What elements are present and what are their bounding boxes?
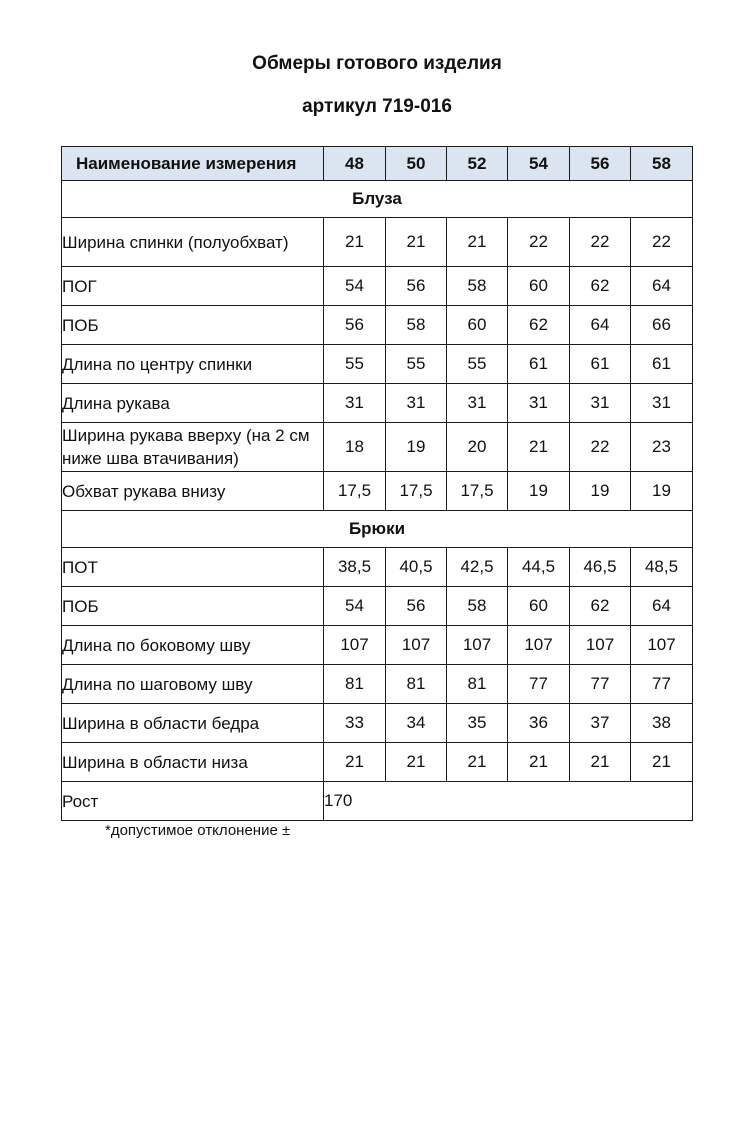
- measurement-value: 77: [631, 665, 693, 704]
- header-size: 54: [508, 147, 570, 181]
- measurement-value: 34: [386, 704, 447, 743]
- measurement-value: 56: [386, 267, 447, 306]
- height-value: 170: [324, 782, 693, 821]
- measurement-value: 107: [386, 626, 447, 665]
- measurement-value: 22: [508, 218, 570, 267]
- measurement-value: 61: [508, 345, 570, 384]
- header-size: 58: [631, 147, 693, 181]
- measurement-value: 81: [324, 665, 386, 704]
- table-row: [62, 345, 693, 384]
- measurement-value: 107: [631, 626, 693, 665]
- measurement-name: Ширина спинки (полуобхват): [62, 218, 324, 267]
- measurement-value: 62: [570, 267, 631, 306]
- measurement-value: 55: [324, 345, 386, 384]
- tolerance-footnote: *допустимое отклонение ±: [105, 822, 291, 839]
- measurement-value: 21: [386, 218, 447, 267]
- header-size: 52: [447, 147, 508, 181]
- measurement-value: 54: [324, 267, 386, 306]
- table-row: [62, 548, 693, 587]
- measurement-value: 38: [631, 704, 693, 743]
- measurement-name: ПОБ: [62, 306, 324, 345]
- measurement-value: 81: [447, 665, 508, 704]
- article-number: артикул 719-016: [302, 96, 452, 117]
- measurement-value: 107: [324, 626, 386, 665]
- measurement-name: ПОГ: [62, 267, 324, 306]
- measurement-value: 31: [324, 384, 386, 423]
- measurement-value: 18: [324, 423, 386, 472]
- measurement-name: Длина по боковому шву: [62, 626, 324, 665]
- measurement-value: 81: [386, 665, 447, 704]
- measurement-value: 35: [447, 704, 508, 743]
- measurement-value: 44,5: [508, 548, 570, 587]
- measurement-value: 37: [570, 704, 631, 743]
- measurement-value: 17,5: [386, 472, 447, 511]
- measurement-name: Длина по центру спинки: [62, 345, 324, 384]
- table-row: [62, 423, 693, 472]
- measurement-name: ПОТ: [62, 548, 324, 587]
- measurement-name: Обхват рукава внизу: [62, 472, 324, 511]
- measurement-value: 77: [508, 665, 570, 704]
- header-size: 48: [324, 147, 386, 181]
- measurement-value: 56: [386, 587, 447, 626]
- measurement-value: 55: [447, 345, 508, 384]
- measurement-value: 22: [570, 423, 631, 472]
- measurement-name: Длина рукава: [62, 384, 324, 423]
- measurement-value: 48,5: [631, 548, 693, 587]
- page-title: Обмеры готового изделия: [252, 53, 502, 74]
- section-title: Брюки: [62, 511, 693, 548]
- header-measurement-name: Наименование измерения: [62, 147, 324, 181]
- measurement-value: 17,5: [324, 472, 386, 511]
- measurement-value: 31: [447, 384, 508, 423]
- measurement-value: 58: [447, 587, 508, 626]
- measurement-name: Рост: [62, 782, 324, 821]
- measurement-value: 22: [570, 218, 631, 267]
- header-row: [62, 147, 693, 181]
- measurement-value: 58: [447, 267, 508, 306]
- measurement-value: 21: [631, 743, 693, 782]
- measurement-name: Ширина рукава вверху (на 2 см ниже шва втачивания): [62, 423, 324, 472]
- measurement-value: 21: [324, 743, 386, 782]
- measurement-value: 19: [631, 472, 693, 511]
- measurement-value: 62: [570, 587, 631, 626]
- table-row: [62, 626, 693, 665]
- measurement-value: 107: [508, 626, 570, 665]
- measurement-value: 33: [324, 704, 386, 743]
- table-row: [62, 218, 693, 267]
- measurement-value: 20: [447, 423, 508, 472]
- table-row: [62, 384, 693, 423]
- table-row: [62, 665, 693, 704]
- section-row: [62, 511, 693, 548]
- measurement-value: 62: [508, 306, 570, 345]
- measurement-value: 21: [447, 743, 508, 782]
- measurement-value: 60: [447, 306, 508, 345]
- measurement-value: 54: [324, 587, 386, 626]
- measurement-value: 22: [631, 218, 693, 267]
- measurement-value: 21: [508, 423, 570, 472]
- measurement-value: 107: [570, 626, 631, 665]
- measurement-value: 21: [324, 218, 386, 267]
- measurement-name: Ширина в области низа: [62, 743, 324, 782]
- section-title: Блуза: [62, 181, 693, 218]
- table-row: [62, 704, 693, 743]
- measurement-value: 21: [447, 218, 508, 267]
- table-row: [62, 782, 693, 821]
- header-size: 56: [570, 147, 631, 181]
- measurement-value: 56: [324, 306, 386, 345]
- measurement-value: 40,5: [386, 548, 447, 587]
- measurement-value: 21: [508, 743, 570, 782]
- measurement-value: 61: [631, 345, 693, 384]
- measurement-name: ПОБ: [62, 587, 324, 626]
- measurement-value: 46,5: [570, 548, 631, 587]
- measurement-value: 107: [447, 626, 508, 665]
- measurement-value: 31: [570, 384, 631, 423]
- measurement-value: 64: [570, 306, 631, 345]
- measurement-value: 21: [570, 743, 631, 782]
- measurement-name: Длина по шаговому шву: [62, 665, 324, 704]
- table-row: [62, 472, 693, 511]
- measurement-value: 66: [631, 306, 693, 345]
- measurement-value: 19: [386, 423, 447, 472]
- measurement-value: 64: [631, 267, 693, 306]
- header-size: 50: [386, 147, 447, 181]
- measurement-value: 31: [386, 384, 447, 423]
- measurement-value: 58: [386, 306, 447, 345]
- measurement-value: 21: [386, 743, 447, 782]
- measurement-value: 23: [631, 423, 693, 472]
- measurement-value: 42,5: [447, 548, 508, 587]
- table-row: [62, 743, 693, 782]
- measurements-table: [61, 146, 693, 821]
- measurement-value: 60: [508, 587, 570, 626]
- measurement-value: 19: [508, 472, 570, 511]
- measurement-value: 19: [570, 472, 631, 511]
- table-row: [62, 306, 693, 345]
- measurement-value: 31: [631, 384, 693, 423]
- measurement-value: 38,5: [324, 548, 386, 587]
- measurement-value: 60: [508, 267, 570, 306]
- measurement-value: 61: [570, 345, 631, 384]
- measurement-value: 36: [508, 704, 570, 743]
- measurement-value: 55: [386, 345, 447, 384]
- measurement-value: 77: [570, 665, 631, 704]
- measurement-value: 17,5: [447, 472, 508, 511]
- section-row: [62, 181, 693, 218]
- measurement-name: Ширина в области бедра: [62, 704, 324, 743]
- measurement-value: 31: [508, 384, 570, 423]
- table-row: [62, 587, 693, 626]
- measurement-value: 64: [631, 587, 693, 626]
- table-row: [62, 267, 693, 306]
